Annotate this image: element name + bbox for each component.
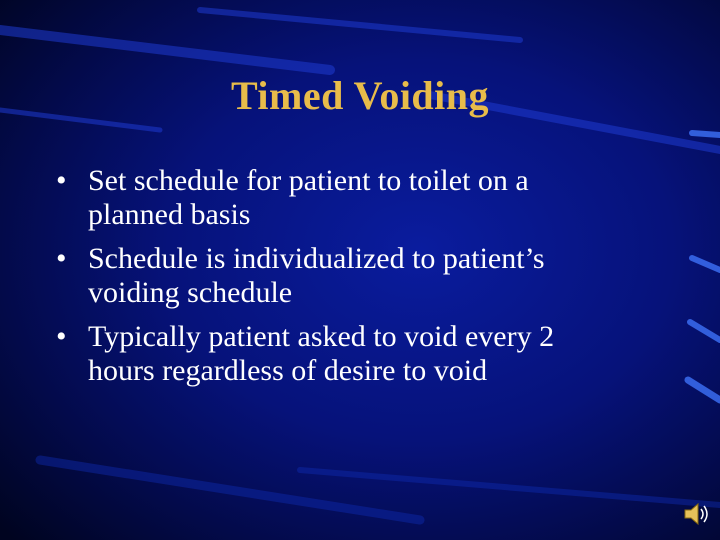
bullet-item — [56, 242, 616, 310]
bullet-item — [56, 164, 616, 232]
bullet-text: Set schedule for patient to toilet on a planned basis — [88, 164, 529, 231]
bullet-list — [56, 164, 616, 398]
slide-title: Timed Voiding — [230, 73, 490, 118]
bullet-text: Schedule is individualized to patient’s voiding schedule — [88, 242, 545, 309]
bullet-marker: • — [56, 242, 67, 275]
bullet-marker: • — [56, 320, 67, 353]
bullet-text: Typically patient asked to void every 2 hours regardless of desire to void — [88, 320, 555, 387]
bullet-item — [56, 320, 616, 388]
bullet-marker: • — [56, 164, 67, 197]
speaker-icon[interactable] — [682, 500, 712, 528]
